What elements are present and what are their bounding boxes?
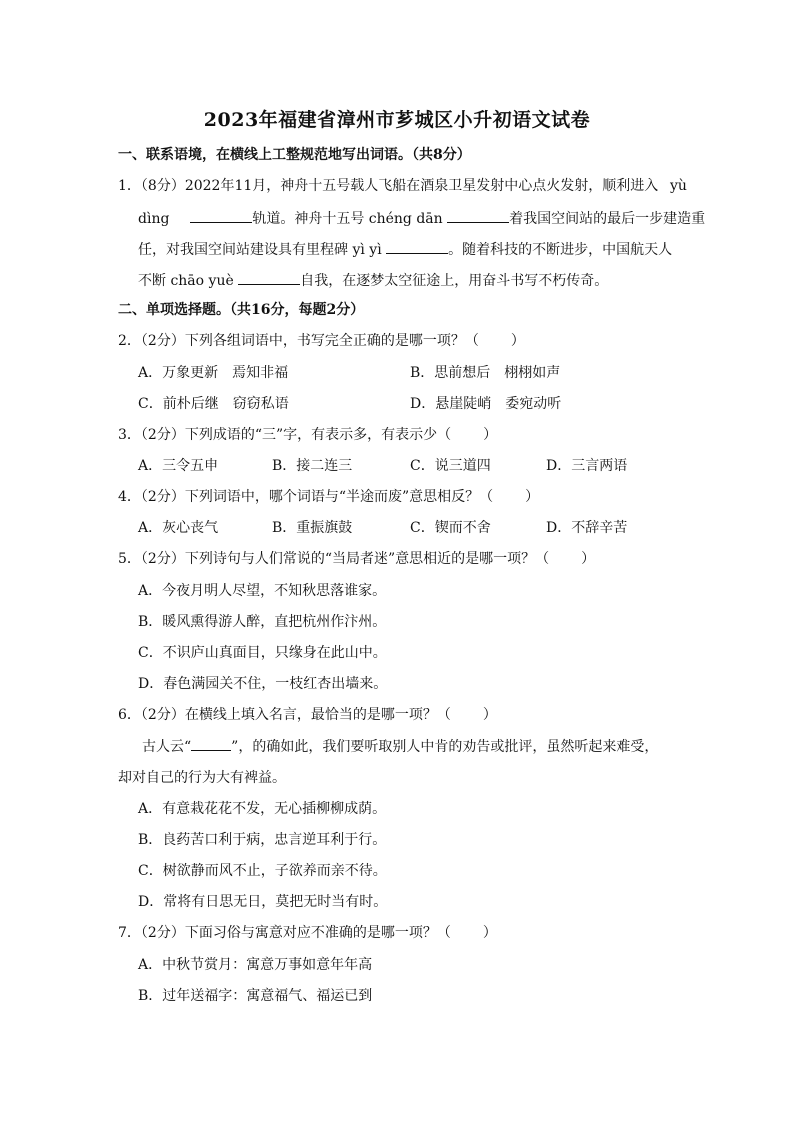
q1-line-1 [118, 176, 698, 196]
question-text: 2．（2分）下列各组词语中，书写完全正确的是哪一项？（ [118, 333, 479, 349]
q4-option-a[interactable]: A．灰心丧气 [138, 520, 219, 536]
q5-option-c[interactable]: C．不识庐山真面目，只缘身在此山中。 [138, 645, 387, 661]
question-paren: ） [525, 489, 540, 505]
q5-option-d[interactable]: D．春色满园关不住，一枝红杏出墙来。 [138, 676, 388, 692]
q1-text: 。随着科技的不断进步，中国航天人 [448, 242, 673, 258]
q2-option-c[interactable]: C．前朴后继 窃窃私语 [138, 396, 289, 412]
section-2-heading: 二、单项选择题。（共16分，每题2分） [118, 302, 365, 318]
section-1-heading: 一、联系语境，在横线上工整规范地写出词语。（共8分） [118, 147, 471, 163]
q6-option-d[interactable]: D．常将有日思无日，莫把无时当有时。 [138, 894, 388, 910]
q1-text: 任，对我国空间站建设具有里程碑 yì yì [138, 242, 382, 258]
q3-option-c[interactable]: C．说三道四 [410, 458, 491, 474]
q5-option-a[interactable]: A．今夜月明人尽望，不知秋思落谁家。 [138, 583, 387, 599]
q2-option-b[interactable]: B．思前想后 栩栩如声 [410, 365, 561, 381]
q1-line-3 [138, 239, 718, 260]
page-title: 2023年福建省漳州市芗城区小升初语文试卷 [203, 109, 591, 131]
q6-stem [118, 705, 698, 725]
q5-option-b[interactable]: B．暖风熏得游人醉，直把杭州作汴州。 [138, 614, 387, 630]
question-paren: ） [510, 333, 525, 349]
q7-option-a[interactable]: A．中秋节赏月：寓意万事如意年年高 [138, 957, 373, 973]
q6-option-b[interactable]: B．良药苦口利于病，忠言逆耳利于行。 [138, 832, 387, 848]
question-text: 4．（2分）下列词语中，哪个词语与“半途而废”意思相反？（ [118, 489, 494, 505]
q3-stem [118, 425, 698, 445]
question-paren: ） [581, 551, 596, 567]
question-text: 7．（2分）下面习俗与寓意对应不准确的是哪一项？（ [118, 925, 451, 941]
q5-stem [118, 549, 698, 569]
q1-line-4 [138, 270, 718, 291]
q7-option-b[interactable]: B．过年送福字：寓意福气、福运已到 [138, 988, 373, 1004]
q4-stem [118, 487, 698, 507]
answer-blank[interactable] [386, 239, 448, 254]
q4-option-d[interactable]: D．不辞辛苦 [546, 520, 628, 536]
passage-text: ”，的确如此，我们要听取别人中肯的劝告或批评，虽然听起来难受， [231, 739, 659, 755]
q3-option-b[interactable]: B．接二连三 [272, 458, 353, 474]
q3-option-a[interactable]: A．三令五申 [138, 458, 219, 474]
q1-text: 自我，在逐梦太空征途上，用奋斗书写不朽传奇。 [300, 273, 609, 289]
q6-passage-line-1 [142, 736, 682, 757]
question-paren: ） [482, 925, 497, 941]
answer-blank[interactable] [191, 736, 231, 751]
answer-blank[interactable] [447, 208, 509, 223]
q1-text: 轨道。神舟十五号 chéng dān [252, 211, 443, 227]
q1-pinyin-yuding-a: yù [670, 178, 687, 194]
q4-option-c[interactable]: C．锲而不舍 [410, 520, 491, 536]
q1-line-2 [138, 208, 718, 229]
q1-text: 不断 chāo yuè [138, 273, 234, 289]
passage-text: 古人云“ [142, 739, 192, 755]
q1-text: 着我国空间站的最后一步建造重 [509, 211, 706, 227]
question-text: 5．（2分）下列诗句与人们常说的“当局者迷”意思相近的是哪一项？（ [118, 551, 550, 567]
answer-blank[interactable] [190, 208, 252, 223]
q6-option-c[interactable]: C．树欲静而风不止，子欲养而亲不待。 [138, 863, 387, 879]
q1-text: 1．（8分）2022年11月，神舟十五号载人飞船在酒泉卫星发射中心点火发射，顺利进入 [118, 178, 659, 194]
question-text: 6．（2分）在横线上填入名言，最恰当的是哪一项？（ [118, 707, 451, 723]
q2-option-a[interactable]: A．万象更新 焉知非福 [138, 365, 289, 381]
q7-stem [118, 923, 698, 943]
q1-pinyin-yuding-b: dìng [138, 211, 170, 227]
q6-option-a[interactable]: A．有意栽花花不发，无心插柳柳成荫。 [138, 801, 387, 817]
question-paren: ） [483, 427, 498, 443]
answer-blank[interactable] [238, 270, 300, 285]
question-paren: ） [482, 707, 497, 723]
q3-option-d[interactable]: D．三言两语 [546, 458, 628, 474]
q4-option-b[interactable]: B．重振旗鼓 [272, 520, 353, 536]
q2-option-d[interactable]: D．悬崖陡峭 委宛动听 [410, 396, 562, 412]
q6-passage-line-2: 却对自己的行为大有裨益。 [118, 770, 286, 786]
question-text: 3．（2分）下列成语的“三”字，有表示多，有表示少（ [118, 427, 452, 443]
q2-stem [118, 331, 698, 351]
